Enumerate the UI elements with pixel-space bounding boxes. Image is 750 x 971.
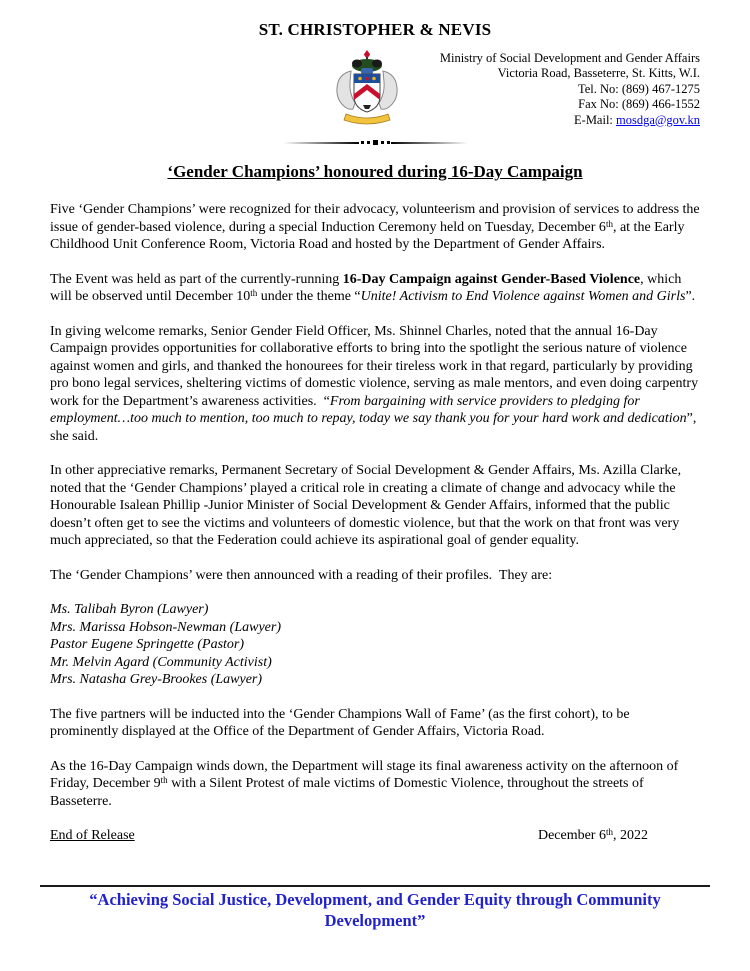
champion-list-item: Mrs. Marissa Hobson-Newman (Lawyer): [50, 619, 281, 635]
fax-line: Fax No: (869) 466-1552: [578, 97, 700, 112]
text-run: , which will be observed until December 10: [50, 271, 685, 304]
champion-list-item: Ms. Talibah Byron (Lawyer): [50, 602, 209, 617]
footer-rule: [40, 885, 710, 887]
champion-list-item: Mr. Melvin Agard (Community Activist): [50, 654, 272, 670]
document-body: [50, 201, 704, 845]
decorative-divider: [283, 138, 468, 147]
end-of-release-row: [50, 827, 700, 845]
champions-list: [50, 601, 700, 689]
divider-line-left: [283, 142, 360, 144]
bold-run: 16-Day Campaign against Gender-Based Violence: [342, 271, 641, 287]
champion-list-item: Pastor Eugene Springette (Pastor): [50, 637, 245, 652]
text-run: with a Silent Protest of male victims of Domestic Violence, throughout the streets of Basseterre.: [50, 776, 648, 809]
text-run: under the theme “: [257, 289, 361, 304]
paragraph-induction-ceremony: [50, 201, 704, 254]
superscript-th: th: [605, 218, 613, 229]
text-run: Five ‘Gender Champions’ were recognized for their advocacy, volunteerism and provision of services to address the issue of gender-based violence, during a special Induction Ceremony held on Tuesday, December 6: [50, 202, 704, 235]
paragraph-welcome-remarks: [50, 323, 700, 446]
divider-dot: [373, 140, 378, 145]
address-line: Victoria Road, Basseterre, St. Kitts, W.I.: [497, 66, 700, 81]
end-of-release-label: End of Release: [50, 828, 135, 843]
footer-motto: “Achieving Social Justice, Development, and Gender Equity through Community Development”: [89, 889, 661, 930]
paragraph-profiles-intro: [50, 567, 700, 585]
divider-dot: [387, 141, 390, 144]
divider-line-right: [391, 142, 468, 144]
champion-list-item: Mrs. Natasha Grey-Brookes (Lawyer): [50, 672, 263, 687]
text-run: The five partners will be inducted into the ‘Gender Champions Wall of Fame’ (as the first cohort), to be prominently displayed at the Office of the Department of Gender Affairs, Victoria Road.: [50, 706, 634, 739]
superscript-th: th: [605, 827, 613, 837]
email-link[interactable]: mosdga@gov.kn: [616, 112, 700, 127]
superscript-th: th: [160, 775, 168, 785]
paragraph-silent-protest: [50, 758, 700, 811]
paragraph-appreciative-remarks: [50, 462, 700, 550]
email-line: [440, 113, 700, 128]
paragraph-campaign-theme: [50, 271, 700, 306]
coat-of-arms-emblem: [334, 49, 400, 127]
email-label: E-Mail:: [574, 112, 617, 127]
divider-dot: [381, 141, 384, 144]
divider-dot: [367, 141, 370, 144]
text-run: In other appreciative remarks, Permanent Secretary of Social Development & Gender Affairs, Ms. Azilla Clarke, noted that the ‘Gender Champions’ played a critical role in creating a climate of change and advocacy while the Honourable Isalean Phillip -Junior Minister of Social Development & Gender Affairs, informed that the public doesn’t often get to see the victims and volunteers of domestic violence, but that the work on that front was very much appreciated, so that the Federation could achieve its aspirational goal of gender equality.: [50, 463, 685, 548]
divider-dot: [361, 141, 364, 144]
italic-run: Unite! Activism to End Violence against Women and Girls: [360, 289, 686, 304]
letterhead: [50, 49, 700, 133]
text-run: December 6: [537, 828, 606, 843]
text-run: , at the Early Childhood Unit Conference Room, Victoria Road and hosted by the Department of Gender Affairs.: [50, 219, 688, 252]
ministry-line: Ministry of Social Development and Gender Affairs: [439, 51, 700, 65]
tel-line: Tel. No: (869) 467-1275: [577, 81, 700, 96]
text-run: ”.: [685, 289, 696, 304]
text-run: , 2022: [613, 828, 648, 843]
document-title: ‘Gender Champions’ honoured during 16-Day Campaign: [167, 162, 583, 181]
text-run: The Event was held as part of the currently-running: [50, 271, 343, 287]
superscript-th: th: [250, 288, 258, 298]
text-run: ”, she said.: [50, 411, 700, 444]
paragraph-wall-of-fame: [50, 706, 700, 741]
text-run: The ‘Gender Champions’ were then announced with a reading of their profiles. They are:: [50, 567, 553, 583]
release-date: [538, 827, 700, 845]
contact-block: [440, 51, 700, 128]
text-run: As the 16-Day Campaign winds down, the Department will stage its final awareness activity on the afternoon of Friday, December 9: [50, 758, 682, 791]
italic-run: From bargaining with service providers to pledging for employment…too much to mention, too much to repay, today we say thank you for your hard work and dedication: [50, 393, 687, 426]
country-title: ST. CHRISTOPHER & NEVIS: [258, 20, 492, 39]
text-run: In giving welcome remarks, Senior Gender Field Officer, Ms. Shinnel Charles, noted that the annual 16-Day Campaign provides opportunities for collaborative efforts to bring into the spotlight the serious nature of violence against women and girls, and thanked the honourees for their tireless work in that regard, particularly by providing pro bono legal services, sheltering victims of domestic violence, serving as male mentors, and even doing carpentry work for the Department’s awareness activities. “: [50, 323, 702, 409]
